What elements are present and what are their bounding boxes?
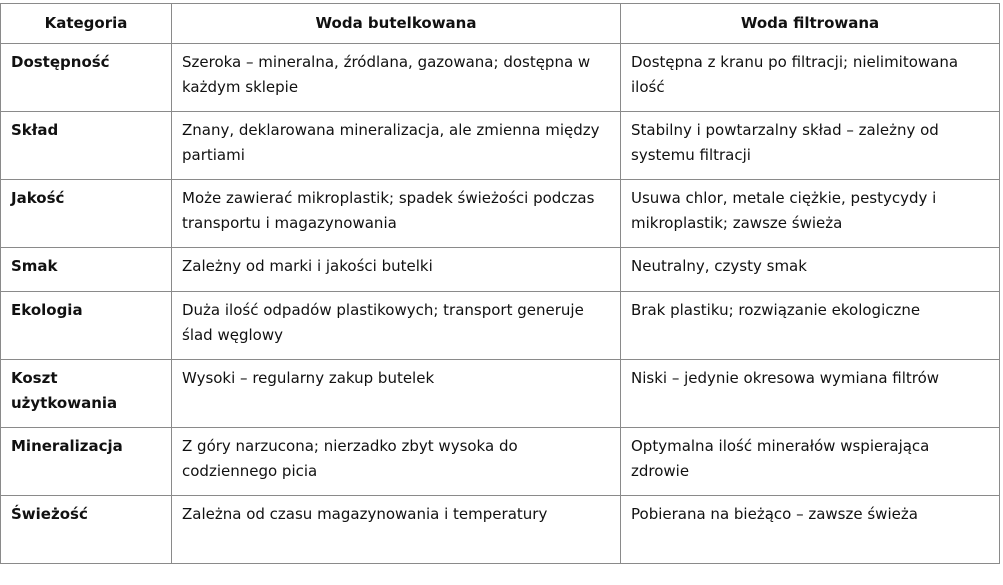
row-category-cell: Jakość	[1, 180, 172, 248]
filtered-water-cell: Brak plastiku; rozwiązanie ekologiczne	[621, 292, 1000, 360]
header-row	[1, 4, 1000, 44]
filtered-water-cell: Pobierana na bieżąco – zawsze świeża	[621, 496, 1000, 564]
header-filtered-water: Woda filtrowana	[621, 4, 1000, 44]
table-row	[1, 180, 1000, 248]
bottled-water-cell: Szeroka – mineralna, źródlana, gazowana; dostępna w każdym sklepie	[172, 44, 621, 112]
comparison-table	[0, 3, 1000, 564]
bottled-water-cell: Zależna od czasu magazynowania i temperatury	[172, 496, 621, 564]
table-row	[1, 44, 1000, 112]
row-category-cell: Skład	[1, 112, 172, 180]
bottled-water-cell: Wysoki – regularny zakup butelek	[172, 360, 621, 428]
filtered-water-cell: Usuwa chlor, metale ciężkie, pestycydy i mikroplastik; zawsze świeża	[621, 180, 1000, 248]
row-category-cell: Mineralizacja	[1, 428, 172, 496]
header-bottled-water: Woda butelkowana	[172, 4, 621, 44]
table-row	[1, 428, 1000, 496]
table-row	[1, 292, 1000, 360]
row-category-cell: Ekologia	[1, 292, 172, 360]
table-row	[1, 360, 1000, 428]
table-row	[1, 496, 1000, 564]
bottled-water-cell: Duża ilość odpadów plastikowych; transport generuje ślad węglowy	[172, 292, 621, 360]
table-row	[1, 248, 1000, 292]
bottled-water-cell: Z góry narzucona; nierzadko zbyt wysoka do codziennego picia	[172, 428, 621, 496]
table-header	[1, 4, 1000, 44]
row-category-cell: Smak	[1, 248, 172, 292]
bottled-water-cell: Może zawierać mikroplastik; spadek świeżości podczas transportu i magazynowania	[172, 180, 621, 248]
filtered-water-cell: Neutralny, czysty smak	[621, 248, 1000, 292]
filtered-water-cell: Niski – jedynie okresowa wymiana filtrów	[621, 360, 1000, 428]
table-body	[1, 44, 1000, 564]
row-category-cell: Koszt użytkowania	[1, 360, 172, 428]
filtered-water-cell: Stabilny i powtarzalny skład – zależny od systemu filtracji	[621, 112, 1000, 180]
row-category-cell: Świeżość	[1, 496, 172, 564]
row-category-cell: Dostępność	[1, 44, 172, 112]
bottled-water-cell: Znany, deklarowana mineralizacja, ale zmienna między partiami	[172, 112, 621, 180]
bottled-water-cell: Zależny od marki i jakości butelki	[172, 248, 621, 292]
filtered-water-cell: Dostępna z kranu po filtracji; nielimitowana ilość	[621, 44, 1000, 112]
header-category: Kategoria	[1, 4, 172, 44]
table-row	[1, 112, 1000, 180]
filtered-water-cell: Optymalna ilość minerałów wspierająca zdrowie	[621, 428, 1000, 496]
